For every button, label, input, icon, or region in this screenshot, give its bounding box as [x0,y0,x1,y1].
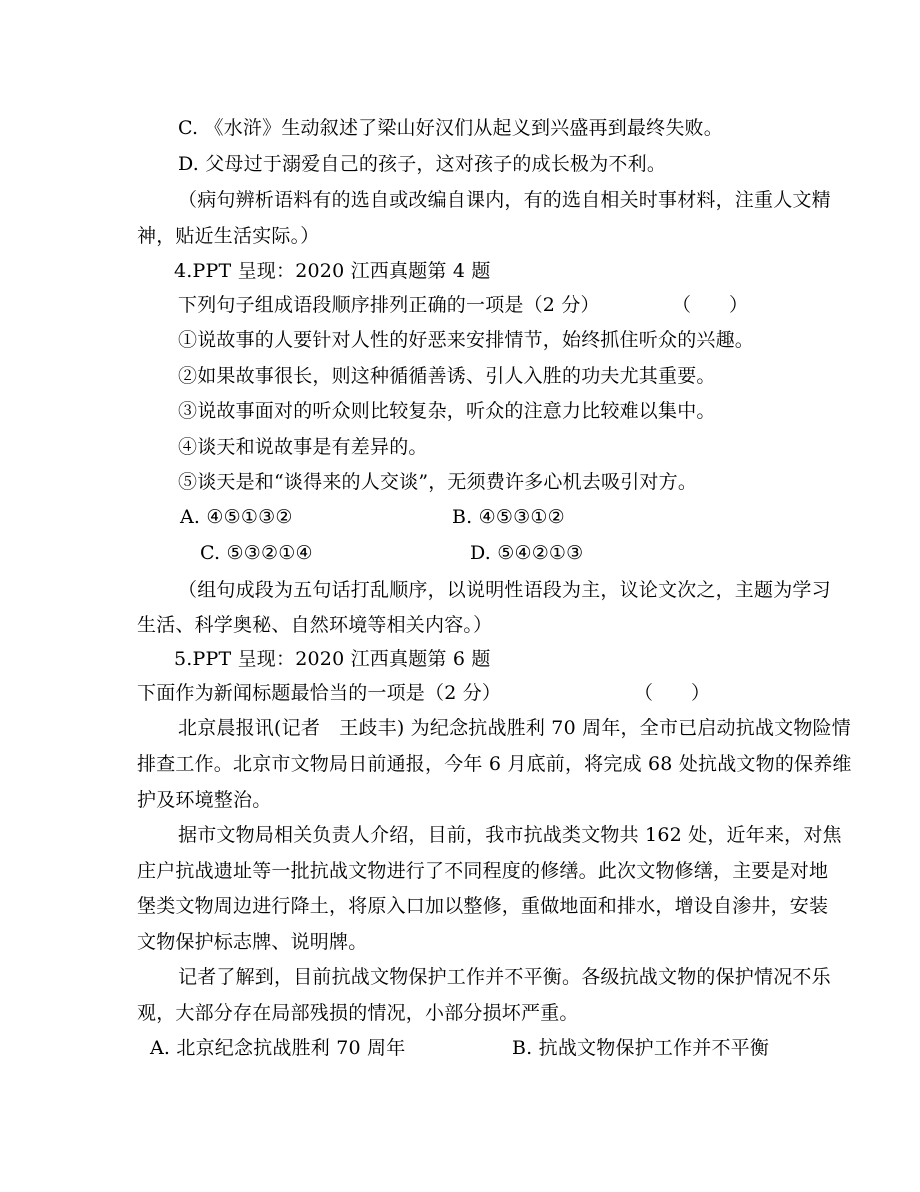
question-4-answer-blank: （ ） [672,294,749,316]
question-4-option-c: C. ⑤③②①④ [200,542,313,564]
sentence-4: ④谈天和说故事是有差异的。 [178,436,428,458]
news-paragraph-1-line-3: 护及环境整治。 [137,789,272,811]
question-5-option-b: B. 抗战文物保护工作并不平衡 [512,1037,770,1059]
note-paragraph-line-2: 神，贴近生活实际。） [137,225,320,247]
news-paragraph-2-line-1: 据市文物局相关负责人介绍，目前，我市抗战类文物共 162 处，近年来，对焦 [178,824,842,846]
question-4-option-b: B. ④⑤③①② [452,506,565,528]
question-4-option-d: D. ⑤④②①③ [470,542,584,564]
option-c-sentence: C. 《水浒》生动叙述了梁山好汉们从起义到兴盛再到最终失败。 [178,117,723,139]
sentence-5: ⑤谈天是和“谈得来的人交谈”，无须费许多心机去吸引对方。 [178,471,698,493]
news-paragraph-3-line-2: 观，大部分存在局部残损的情况，小部分损坏严重。 [137,1002,579,1024]
news-paragraph-2-line-2: 庄户抗战遗址等一批抗战文物进行了不同程度的修缮。此次文物修缮，主要是对地 [137,860,829,882]
news-paragraph-1-line-2: 排查工作。北京市文物局日前通报，今年 6 月底前，将完成 68 处抗战文物的保养维 [137,753,852,775]
note-paragraph-line-1: （病句辨析语料有的选自或改编自课内，有的选自相关时事材料，注重人文精 [178,189,831,211]
question-4-option-a: A. ④⑤①③② [180,506,293,528]
news-paragraph-2-line-3: 堡类文物周边进行降土，将原入口加以整修，重做地面和排水，增设自渗井，安装 [137,895,829,917]
option-d-sentence: D. 父母过于溺爱自己的孩子，这对孩子的成长极为不利。 [178,153,667,175]
news-paragraph-3-line-1: 记者了解到，目前抗战文物保护工作并不平衡。各级抗战文物的保护情况不乐 [178,966,831,988]
news-paragraph-1-line-1: 北京晨报讯(记者 王歧丰) 为纪念抗战胜利 70 周年，全市已启动抗战文物险情 [178,717,851,739]
question-4-prompt: 下列句子组成语段顺序排列正确的一项是（2 分） [178,294,600,316]
question-5-answer-blank: （ ） [634,682,711,704]
question-5-option-a: A. 北京纪念抗战胜利 70 周年 [150,1037,406,1059]
question-5-heading: 5.PPT 呈现：2020 江西真题第 6 题 [174,648,491,670]
note-paragraph-2-line-1: （组句成段为五句话打乱顺序，以说明性语段为主，议论文次之，主题为学习 [178,579,831,601]
note-paragraph-2-line-2: 生活、科学奥秘、自然环境等相关内容。） [137,614,493,636]
news-paragraph-2-line-4: 文物保护标志牌、说明牌。 [137,931,368,953]
sentence-2: ②如果故事很长，则这种循循善诱、引人入胜的功夫尤其重要。 [178,365,716,387]
sentence-3: ③说故事面对的听众则比较复杂，听众的注意力比较难以集中。 [178,400,716,422]
question-5-prompt: 下面作为新闻标题最恰当的一项是（2 分） [137,682,502,704]
sentence-1: ①说故事的人要针对人性的好恶来安排情节，始终抓住听众的兴趣。 [178,329,755,351]
question-4-heading: 4.PPT 呈现：2020 江西真题第 4 题 [174,260,491,282]
